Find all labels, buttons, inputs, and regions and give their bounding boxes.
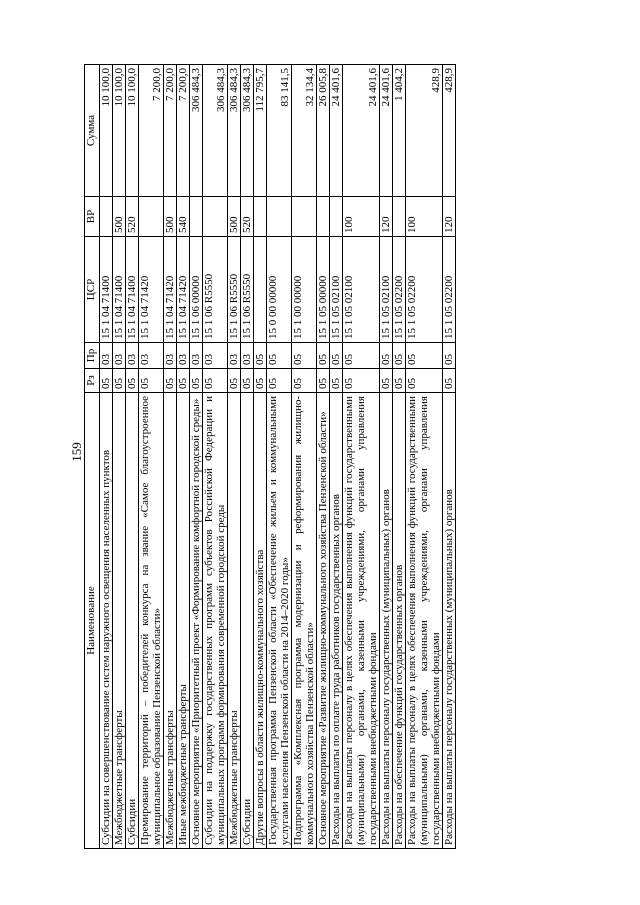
header-sum: Сумма [85,65,100,197]
row-pr: 05 [267,343,292,369]
table-row [228,65,241,849]
table-row [177,65,190,849]
row-sum: 26 005,8 [317,65,330,197]
table-row [164,65,177,849]
row-csr: 15 1 06 00000 [190,237,203,343]
row-rz: 05 [330,369,343,393]
row-vr: 100 [406,197,443,237]
row-pr: 03 [228,343,241,369]
header-rz: Рз [85,369,100,393]
row-pr: 03 [113,343,126,369]
row-pr: 05 [380,343,393,369]
row-name: Межбюджетные трансферты [113,393,126,849]
row-rz: 05 [317,369,330,393]
row-vr: 520 [241,197,254,237]
row-sum: 306 484,3 [203,65,228,197]
row-vr [254,197,267,237]
row-pr: 05 [330,343,343,369]
row-name: Другие вопросы в области жилищно-коммунального хозяйства [254,393,267,849]
row-sum: 32 134,4 [292,65,317,197]
row-vr: 520 [126,197,139,237]
row-rz: 05 [139,369,164,393]
header-pr: Пр [85,343,100,369]
row-pr: 05 [443,343,456,369]
row-pr: 03 [177,343,190,369]
row-vr: 540 [177,197,190,237]
row-rz: 05 [393,369,406,393]
row-pr: 05 [406,343,443,369]
row-csr: 15 1 05 02100 [330,237,343,343]
row-sum: 24 401,6 [343,65,380,197]
table-row [267,65,292,849]
row-rz: 05 [100,369,113,393]
row-rz: 05 [343,369,380,393]
row-vr: 500 [228,197,241,237]
table-row [406,65,443,849]
row-vr: 120 [380,197,393,237]
row-csr: 15 1 05 02200 [406,237,443,343]
row-name: Премирование территорий – победителей конкурса на звание «Самое благоустроенное муниципальное образование Пензенской области» [139,393,164,849]
row-csr: 15 1 06 R5550 [241,237,254,343]
row-rz: 05 [203,369,228,393]
row-csr: 15 1 04 71400 [100,237,113,343]
row-pr: 03 [164,343,177,369]
row-rz: 05 [443,369,456,393]
row-sum: 428,9 [443,65,456,197]
row-name: Расходы на обеспечение функций государственных органов [393,393,406,849]
row-pr: 03 [100,343,113,369]
row-name: Расходы на выплаты персоналу в целях обеспечения выполнения функций государственными (муниципальными) органами, казенными учреждениями, органами управления государственными внебюджетными фондами [406,393,443,849]
table-row [393,65,406,849]
row-sum: 428,9 [406,65,443,197]
table-row [292,65,317,849]
row-rz: 05 [113,369,126,393]
row-name: Межбюджетные трансферты [228,393,241,849]
row-sum: 1 404,2 [393,65,406,197]
row-sum: 112 795,7 [254,65,267,197]
row-pr: 03 [139,343,164,369]
page-number: 159 [69,442,84,462]
row-name: Расходы на выплаты персоналу государственных (муниципальных) органов [380,393,393,849]
table-row [139,65,164,849]
header-vr: ВР [85,197,100,237]
table-body [100,65,456,849]
row-csr: 15 1 04 71420 [177,237,190,343]
budget-table [84,64,456,849]
row-vr [317,197,330,237]
row-vr [292,197,317,237]
row-csr: 15 1 06 R5550 [228,237,241,343]
row-csr: 15 1 05 00000 [317,237,330,343]
row-csr: 15 0 00 00000 [267,237,292,343]
row-sum: 306 484,3 [228,65,241,197]
table-row [190,65,203,849]
row-csr: 15 1 04 71400 [126,237,139,343]
row-csr: 15 1 04 71420 [139,237,164,343]
row-vr: 500 [164,197,177,237]
table-row [254,65,267,849]
table-row [241,65,254,849]
row-pr: 03 [241,343,254,369]
row-name: Субсидии на совершенствование систем наружного освещения населенных пунктов [100,393,113,849]
row-pr: 05 [343,343,380,369]
row-csr: 15 1 00 00000 [292,237,317,343]
table-row [330,65,343,849]
row-pr: 05 [254,343,267,369]
row-sum: 10 100,0 [100,65,113,197]
row-name: Расходы на выплаты персоналу государственных (муниципальных) органов [443,393,456,849]
row-rz: 05 [254,369,267,393]
row-vr: 100 [343,197,380,237]
row-sum: 24 401,6 [380,65,393,197]
header-name: Наименование [85,393,100,849]
row-rz: 05 [126,369,139,393]
row-csr: 15 1 05 02200 [393,237,406,343]
row-sum: 7 200,0 [139,65,164,197]
row-sum: 24 401,6 [330,65,343,197]
row-name: Расходы на выплаты персоналу в целях обеспечения выполнения функций государственными (муниципальными) органами, казенными учреждениями, органами управления государственными внебюджетными фондами [343,393,380,849]
row-name: Межбюджетные трансферты [164,393,177,849]
row-csr: 15 1 04 71400 [113,237,126,343]
row-sum: 10 100,0 [126,65,139,197]
row-vr: 120 [443,197,456,237]
row-rz: 05 [164,369,177,393]
row-name: Субсидии на поддержку государственных программ субъектов Российской Федерации и муниципальных программ формирования современной городской среды [203,393,228,849]
table-row [126,65,139,849]
row-vr [139,197,164,237]
row-vr [393,197,406,237]
row-name: Основное мероприятие «Приоритетный проект «Формирование комфортной городской среды» [190,393,203,849]
table-row [203,65,228,849]
table-row [317,65,330,849]
row-pr: 03 [126,343,139,369]
row-pr: 05 [317,343,330,369]
row-sum: 306 484,3 [190,65,203,197]
table-row [100,65,113,849]
row-vr [203,197,228,237]
row-sum: 7 200,0 [177,65,190,197]
row-vr: 500 [113,197,126,237]
row-csr: 15 1 05 02100 [380,237,393,343]
row-sum: 10 100,0 [113,65,126,197]
row-vr [330,197,343,237]
row-rz: 05 [406,369,443,393]
row-name: Расходы на выплаты по оплате труда работников государственных органов [330,393,343,849]
row-rz: 05 [228,369,241,393]
row-pr: 03 [203,343,228,369]
row-name: Субсидии [126,393,139,849]
row-sum: 83 141,5 [267,65,292,197]
rotated-table-container [84,65,540,849]
row-csr: 15 1 04 71420 [164,237,177,343]
row-csr: 15 1 05 02200 [443,237,456,343]
row-pr: 05 [292,343,317,369]
row-vr [100,197,113,237]
row-vr [190,197,203,237]
row-sum: 7 200,0 [164,65,177,197]
row-name: Субсидии [241,393,254,849]
row-rz: 05 [267,369,292,393]
row-rz: 05 [292,369,317,393]
row-rz: 05 [380,369,393,393]
row-pr: 03 [190,343,203,369]
row-name: Подпрограмма «Комплексная программа модернизации и реформирования жилищно-коммунального хозяйства Пензенской области» [292,393,317,849]
row-pr: 05 [393,343,406,369]
row-rz: 05 [190,369,203,393]
row-vr [267,197,292,237]
table-row [443,65,456,849]
row-sum: 306 484,3 [241,65,254,197]
row-rz: 05 [177,369,190,393]
table-header-row [85,65,100,849]
header-csr: ЦСР [85,237,100,343]
row-csr: 15 1 06 R5550 [203,237,228,343]
table-row [113,65,126,849]
table-row [343,65,380,849]
row-rz: 05 [241,369,254,393]
table-row [380,65,393,849]
row-csr [254,237,267,343]
row-name: Основное мероприятие «Развитие жилищно-коммунального хозяйства Пензенской области» [317,393,330,849]
row-csr: 15 1 05 02100 [343,237,380,343]
row-name: Государственная программа Пензенской области «Обеспечение жильем и коммунальными услугами населения Пензенской области на 2014–2020 годы» [267,393,292,849]
row-name: Иные межбюджетные трансферты [177,393,190,849]
